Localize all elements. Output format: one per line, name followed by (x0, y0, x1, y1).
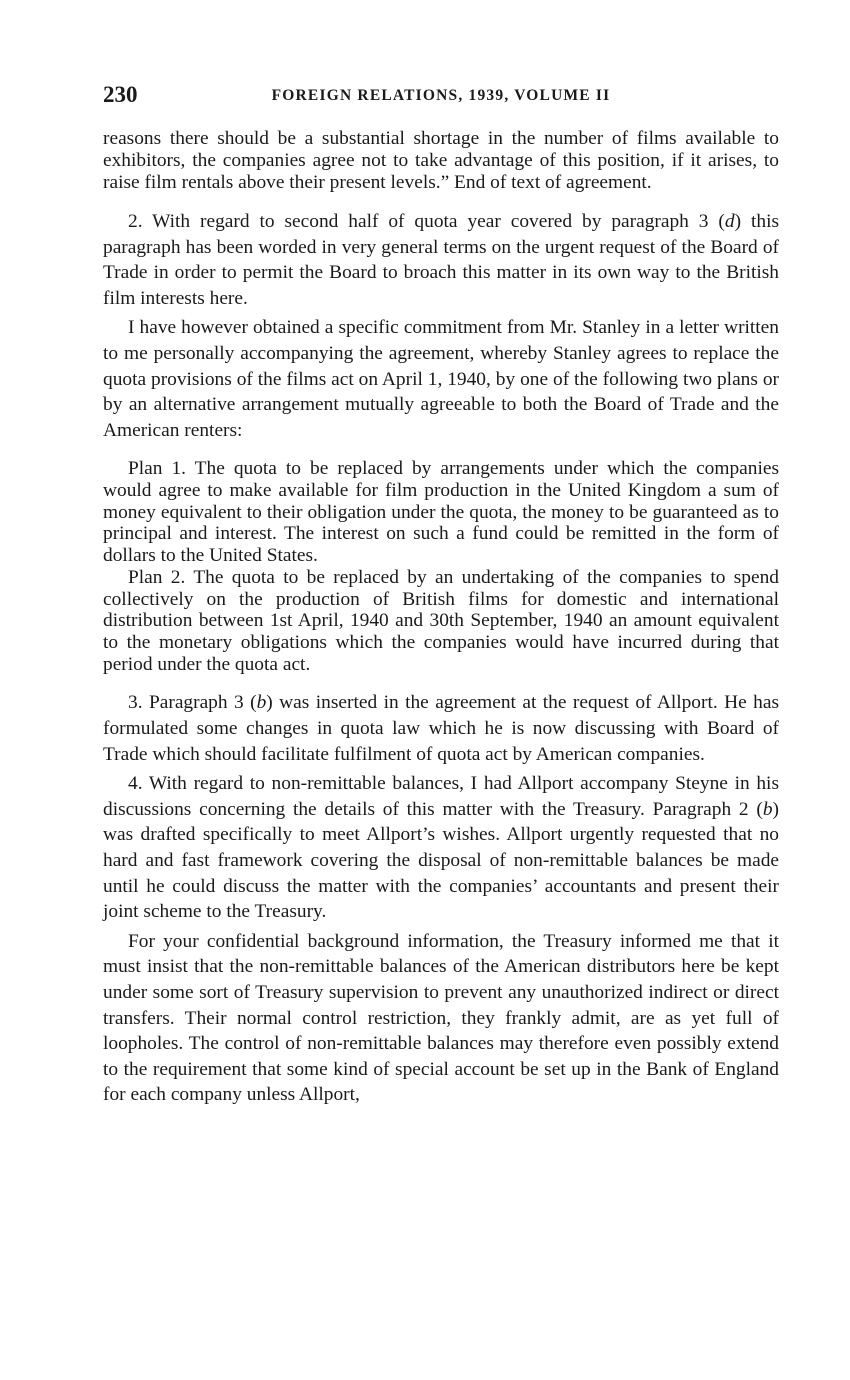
paragraph-3 (103, 690, 779, 767)
paragraph-4-text-start: 4. With regard to non-remittable balances, I had Allport accompany Steyne in his discussions concerning the details of this matter with the Treasury. Paragraph 2 ( (103, 773, 779, 820)
paragraph-continuation: reasons there should be a substantial shortage in the number of films available to exhibitors, the companies agree not to take advantage of this position, if it arises, to raise film rentals above their present levels.” End of text of agreement. (103, 128, 779, 193)
paragraph-2 (103, 209, 779, 311)
paragraph-commitment: I have however obtained a specific commitment from Mr. Stanley in a letter written to me personally accompanying the agreement, whereby Stanley agrees to replace the quota provisions of the films act on April 1, 1940, by one of the following two plans or by an alternative arrangement mutually agreeable to both the Board of Trade and the American renters: (103, 317, 779, 441)
paragraph-confidential: For your confidential background information, the Treasury informed me that it must insist that the non-remittable balances of the American distributors here be kept under some sort of Treasury supervision to prevent any unauthorized indirect or direct transfers. Their normal control restriction, they frankly admit, are as yet full of loopholes. The control of non-remittable balances may therefore even possibly extend to the requirement that some kind of special account be set up in the Bank of England for each company unless Allport, (103, 930, 779, 1106)
document-body (103, 128, 779, 1108)
running-title: FOREIGN RELATIONS, 1939, VOLUME II (271, 87, 611, 104)
paragraph-2-text-end: ) this paragraph has been worded in very general terms on the urgent request of the Board of Trade in order to permit the Board to broach this matter in its own way to the British film interests here. (103, 211, 779, 309)
page-header (103, 82, 779, 112)
paragraph-4-reference: b (762, 798, 773, 820)
plan-2: Plan 2. The quota to be replaced by an undertaking of the companies to spend collectively on the production of British films for domestic and international distribution between 1st April, 1940 and 30th September, 1940 an amount equivalent to the monetary obligations which the companies would have incurred during that period under the quota act. (103, 566, 779, 675)
paragraph-3-text-end: ) was inserted in the agreement at the request of Allport. He has formulated some changes in quota law which he is now discussing with Board of Trade which should facilitate fulfilment of quota act by American companies. (103, 692, 780, 765)
paragraph-2-text-start: 2. With regard to second half of quota year covered by paragraph 3 ( (128, 211, 725, 232)
paragraph-3-text-start: 3. Paragraph 3 ( (128, 692, 257, 714)
paragraph-3-reference: b (256, 692, 267, 714)
paragraph-2-reference: d (724, 211, 735, 232)
paragraph-4 (103, 771, 779, 925)
page-number: 230 (103, 82, 138, 107)
paragraph-4-text-end: ) was drafted specifically to meet Allport’s wishes. Allport urgently requested that no hard and fast framework covering the disposal of non-remittable balances be made until he could discuss the matter with the companies’ accountants and present their joint scheme to the Treasury. (103, 798, 779, 923)
plan-1: Plan 1. The quota to be replaced by arrangements under which the companies would agree to make available for film production in the United Kingdom a sum of money equivalent to their obligation under the quota, the money to be guaranteed as to principal and interest. The interest on such a fund could be remitted in the form of dollars to the United States. (103, 458, 779, 567)
